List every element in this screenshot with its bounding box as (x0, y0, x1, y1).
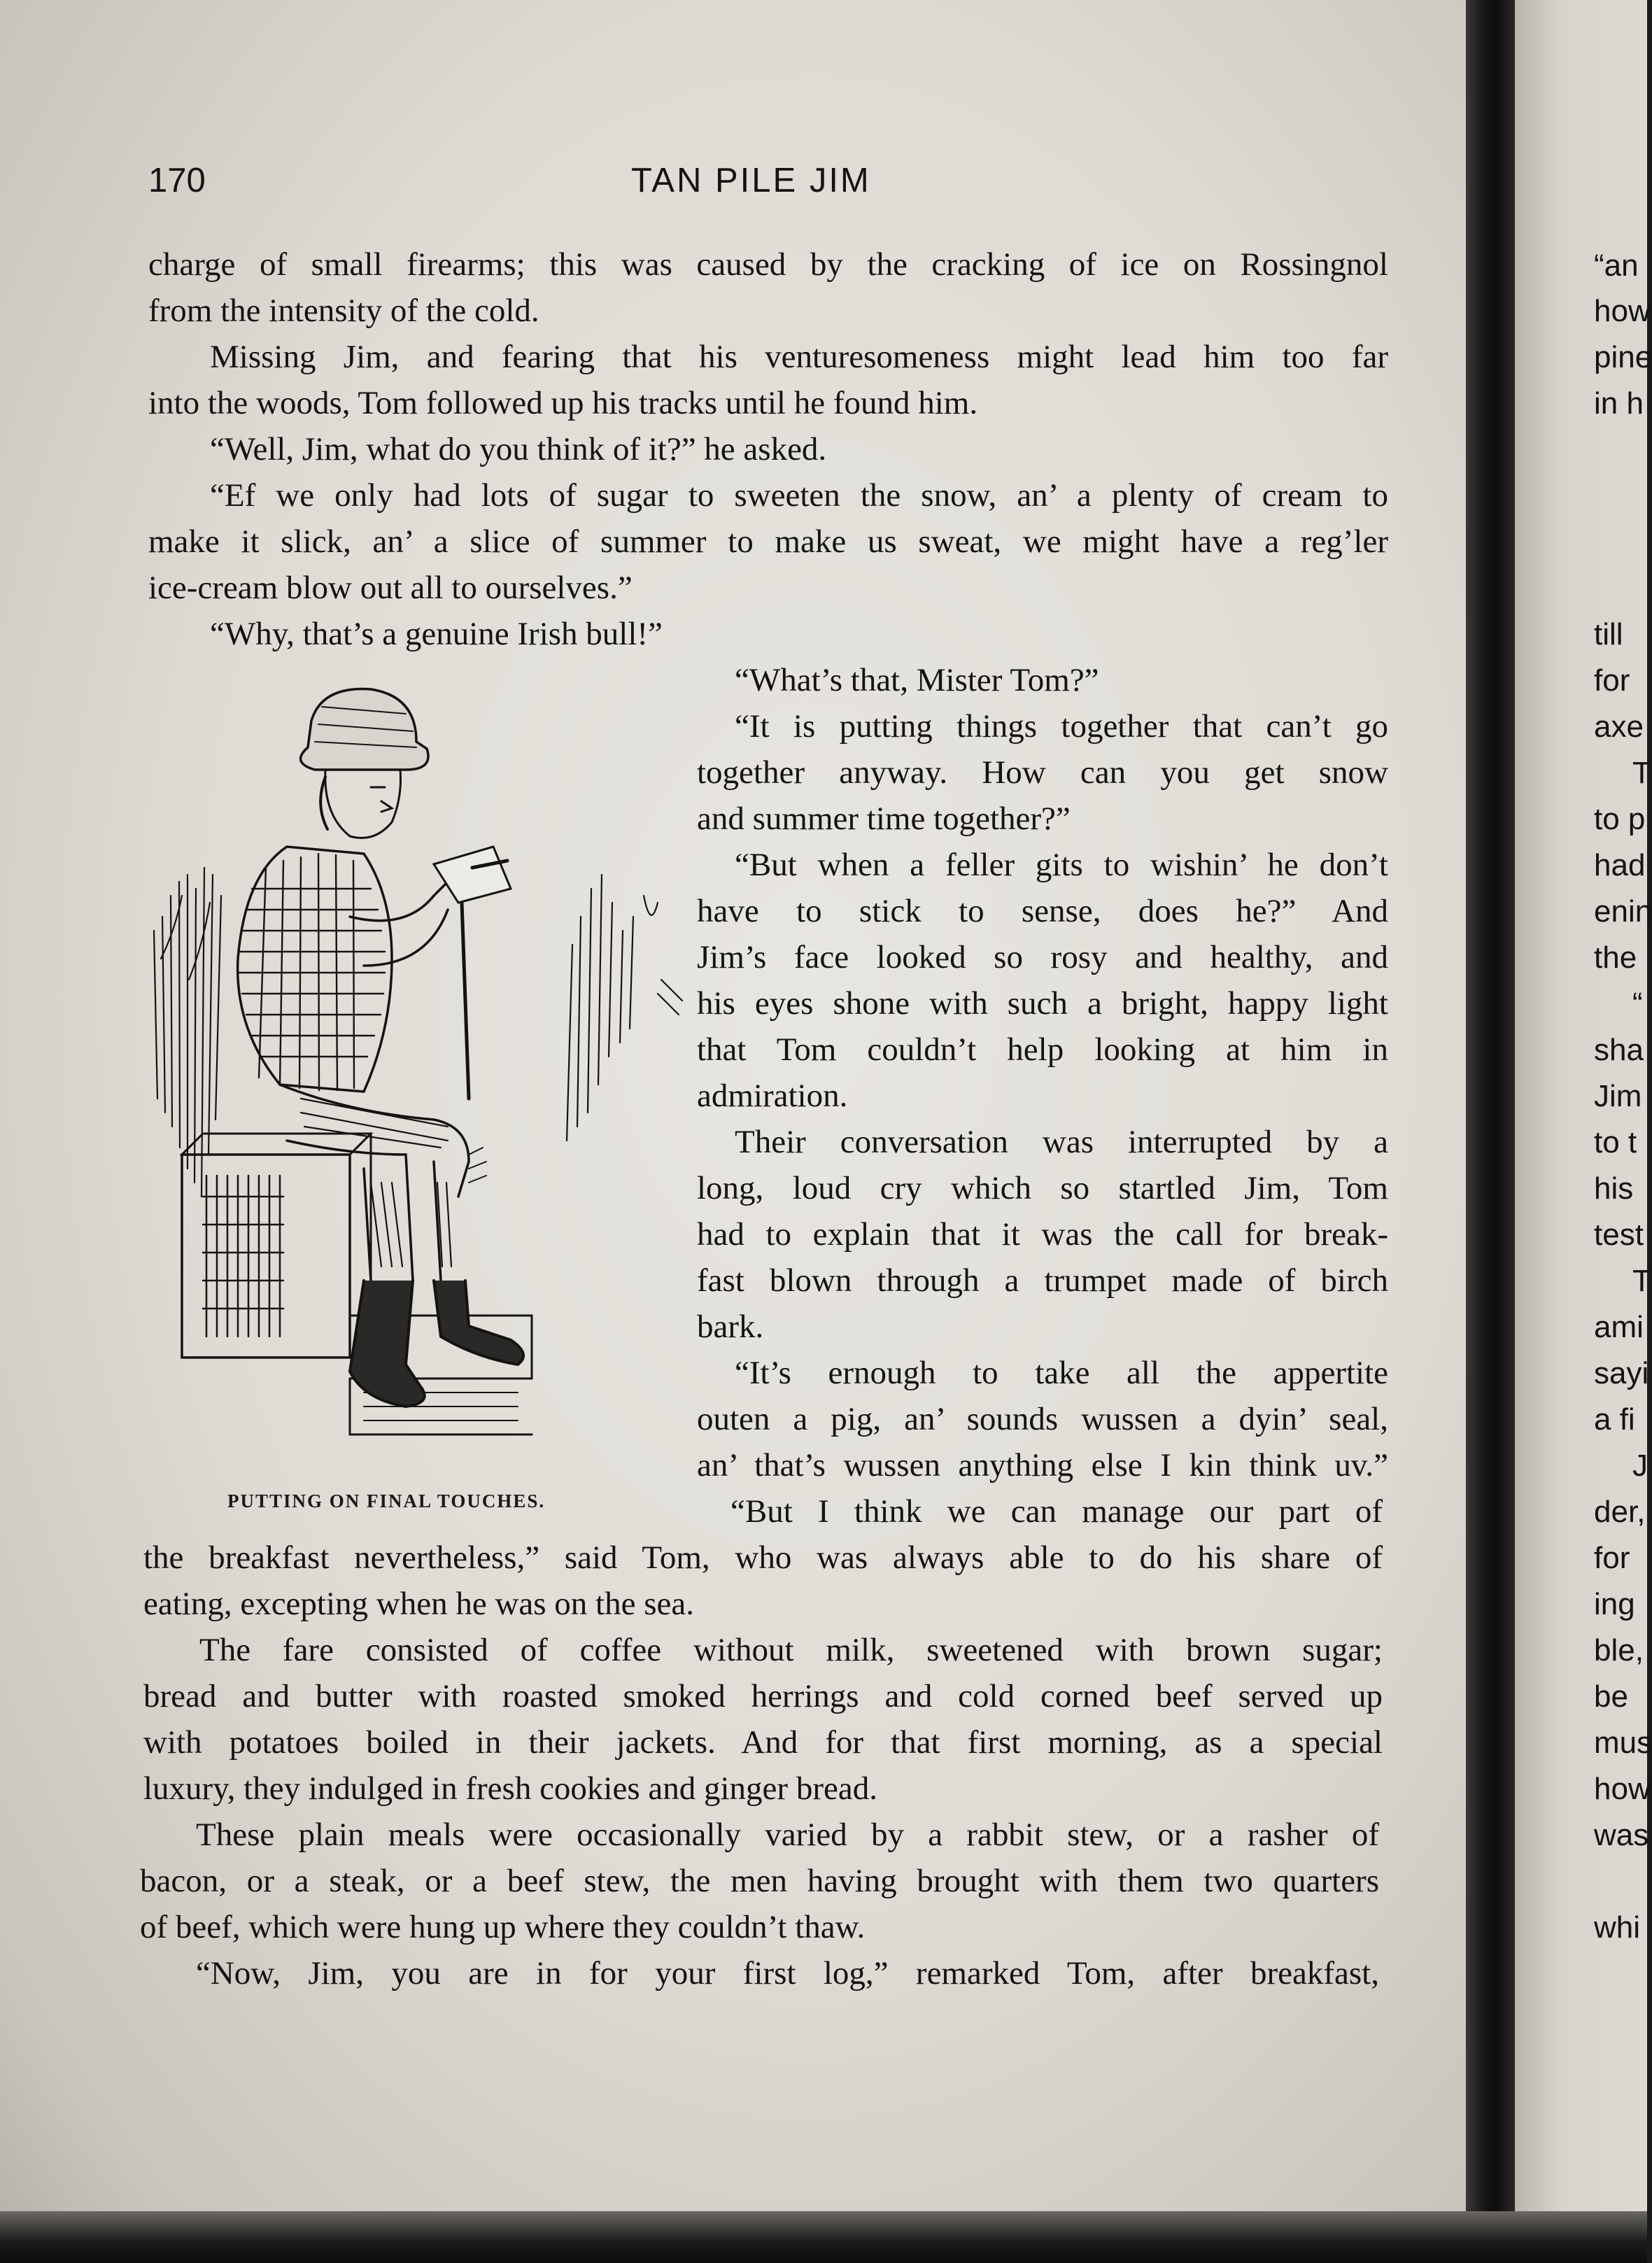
text-line: “It’s ernough to take all the appertite (735, 1355, 1388, 1391)
text-line: charge of small firearms; this was caused by the cracking of ice on Rossingnol (148, 246, 1388, 283)
fragment: ami (1594, 1310, 1644, 1344)
fragment: der, (1594, 1495, 1646, 1529)
fragment: for (1594, 1541, 1630, 1575)
fragment: “an (1594, 248, 1639, 283)
text-line: an’ that’s wussen anything else I kin think uv.” (697, 1447, 1388, 1483)
fragment: the (1594, 940, 1637, 975)
paragraph (697, 703, 1388, 842)
fragment: axe (1594, 710, 1644, 744)
paragraph (697, 1350, 1388, 1488)
paragraph (697, 842, 1388, 1119)
paragraph (697, 1119, 1388, 1350)
fragment: test (1594, 1218, 1644, 1252)
text-line: have to stick to sense, does he?” And (697, 893, 1388, 929)
illustration-caption: PUTTING ON FINAL TOUCHES. (227, 1490, 546, 1511)
fragment: to t (1594, 1125, 1637, 1159)
fragment: how (1594, 294, 1651, 328)
fragment: enin (1594, 894, 1652, 929)
page-header (148, 161, 1408, 210)
fragment: till (1594, 617, 1623, 651)
fragment: J (1632, 1448, 1648, 1483)
text-line: “But when a feller gits to wishin’ he don’t (735, 847, 1388, 883)
text-line: luxury, they indulged in fresh cookies and ginger bread. (143, 1770, 877, 1807)
fragment: a fi (1594, 1402, 1635, 1437)
text-line: and summer time together?” (697, 801, 1071, 837)
fragment: to p (1594, 802, 1646, 836)
fragment: his (1594, 1171, 1634, 1206)
text-line: Missing Jim, and fearing that his venturesomeness might lead him too far (210, 339, 1388, 375)
text-line: the breakfast nevertheless,” said Tom, who was always able to do his share of (143, 1539, 1383, 1576)
page-number: 170 (148, 162, 206, 199)
text-line: “Why, that’s a genuine Irish bull!” (210, 616, 663, 652)
text-line: of beef, which were hung up where they couldn’t thaw. (140, 1909, 866, 1945)
fragment: pine (1594, 340, 1652, 374)
text-line: had to explain that it was the call for break- (697, 1216, 1388, 1253)
text-line: bacon, or a steak, or a beef stew, the men having brought with them two quarters (140, 1863, 1379, 1899)
fragment: whi (1594, 1910, 1641, 1945)
paragraph (148, 241, 1388, 334)
paragraph (140, 1950, 1379, 1996)
text-line: “It is putting things together that can’t go (735, 708, 1388, 745)
text-line: “Now, Jim, you are in for your first log,” remarked Tom, after breakfast, (196, 1955, 1379, 1991)
illustration-seated-man (140, 665, 686, 1469)
fragment: for (1594, 663, 1630, 698)
paragraph (143, 1535, 1383, 1627)
fragment: “ (1632, 987, 1643, 1021)
text-line: into the woods, Tom followed up his tracks until he found him. (148, 385, 978, 421)
fragment: had (1594, 848, 1646, 882)
text-line: admiration. (697, 1078, 848, 1114)
text-line: “But I think we can manage our part of (730, 1493, 1383, 1530)
text-line: “Ef we only had lots of sugar to sweeten the snow, an’ a plenty of cream to (210, 477, 1388, 514)
fragment: was (1594, 1818, 1649, 1852)
text-line: eating, excepting when he was on the sea. (143, 1586, 694, 1622)
text-line: fast blown through a trumpet made of birch (697, 1262, 1388, 1299)
text-line: Their conversation was interrupted by a (735, 1124, 1388, 1160)
fragment: mus (1594, 1726, 1652, 1760)
paragraph (735, 657, 1388, 703)
paragraph (143, 1627, 1383, 1812)
paragraph (210, 611, 1388, 657)
paragraph (148, 334, 1388, 380)
text-line: The fare consisted of coffee without milk, sweetened with brown sugar; (199, 1632, 1383, 1668)
fragment: T (1632, 756, 1651, 790)
fragment: ing (1594, 1587, 1635, 1621)
text-line: with potatoes boiled in their jackets. And for that first morning, as a special (143, 1724, 1383, 1761)
text-line: outen a pig, an’ sounds wussen a dyin’ seal, (697, 1401, 1388, 1437)
fragment: in h (1594, 386, 1644, 421)
fragment: sha (1594, 1033, 1644, 1067)
fragment: T (1632, 1264, 1651, 1298)
text-line: “Well, Jim, what do you think of it?” he asked. (210, 431, 827, 467)
text-line: his eyes shone with such a bright, happy light (697, 985, 1388, 1022)
fragment: how (1594, 1772, 1651, 1806)
text-line: that Tom couldn’t help looking at him in (697, 1031, 1388, 1068)
text-line: These plain meals were occasionally varied by a rabbit stew, or a rasher of (196, 1817, 1379, 1853)
paragraph (730, 1488, 1383, 1535)
text-line: ice-cream blow out all to ourselves.” (148, 570, 633, 606)
text-line: together anyway. How can you get snow (697, 754, 1388, 791)
text-line: bark. (697, 1309, 764, 1345)
running-title: TAN PILE JIM (631, 162, 871, 199)
paragraph (210, 426, 1388, 472)
paragraph (148, 380, 1388, 426)
paragraph (210, 472, 1388, 519)
fragment: ble, (1594, 1633, 1644, 1668)
fragment: Jim (1594, 1079, 1642, 1113)
paragraph (148, 519, 1388, 611)
text-line: Jim’s face looked so rosy and healthy, and (697, 939, 1388, 975)
scan-bottom-edge (0, 2211, 1647, 2263)
text-line: from the intensity of the cold. (148, 292, 539, 329)
text-line: “What’s that, Mister Tom?” (735, 662, 1099, 698)
text-line: make it slick, an’ a slice of summer to make us sweat, we might have a reg’ler (148, 523, 1388, 560)
paragraph (140, 1812, 1379, 1950)
fragment: be (1594, 1679, 1628, 1714)
text-line: bread and butter with roasted smoked herrings and cold corned beef served up (143, 1678, 1383, 1714)
fragment: sayi (1594, 1356, 1649, 1390)
text-line: long, loud cry which so startled Jim, Tom (697, 1170, 1388, 1206)
book-gutter (1466, 0, 1515, 2263)
